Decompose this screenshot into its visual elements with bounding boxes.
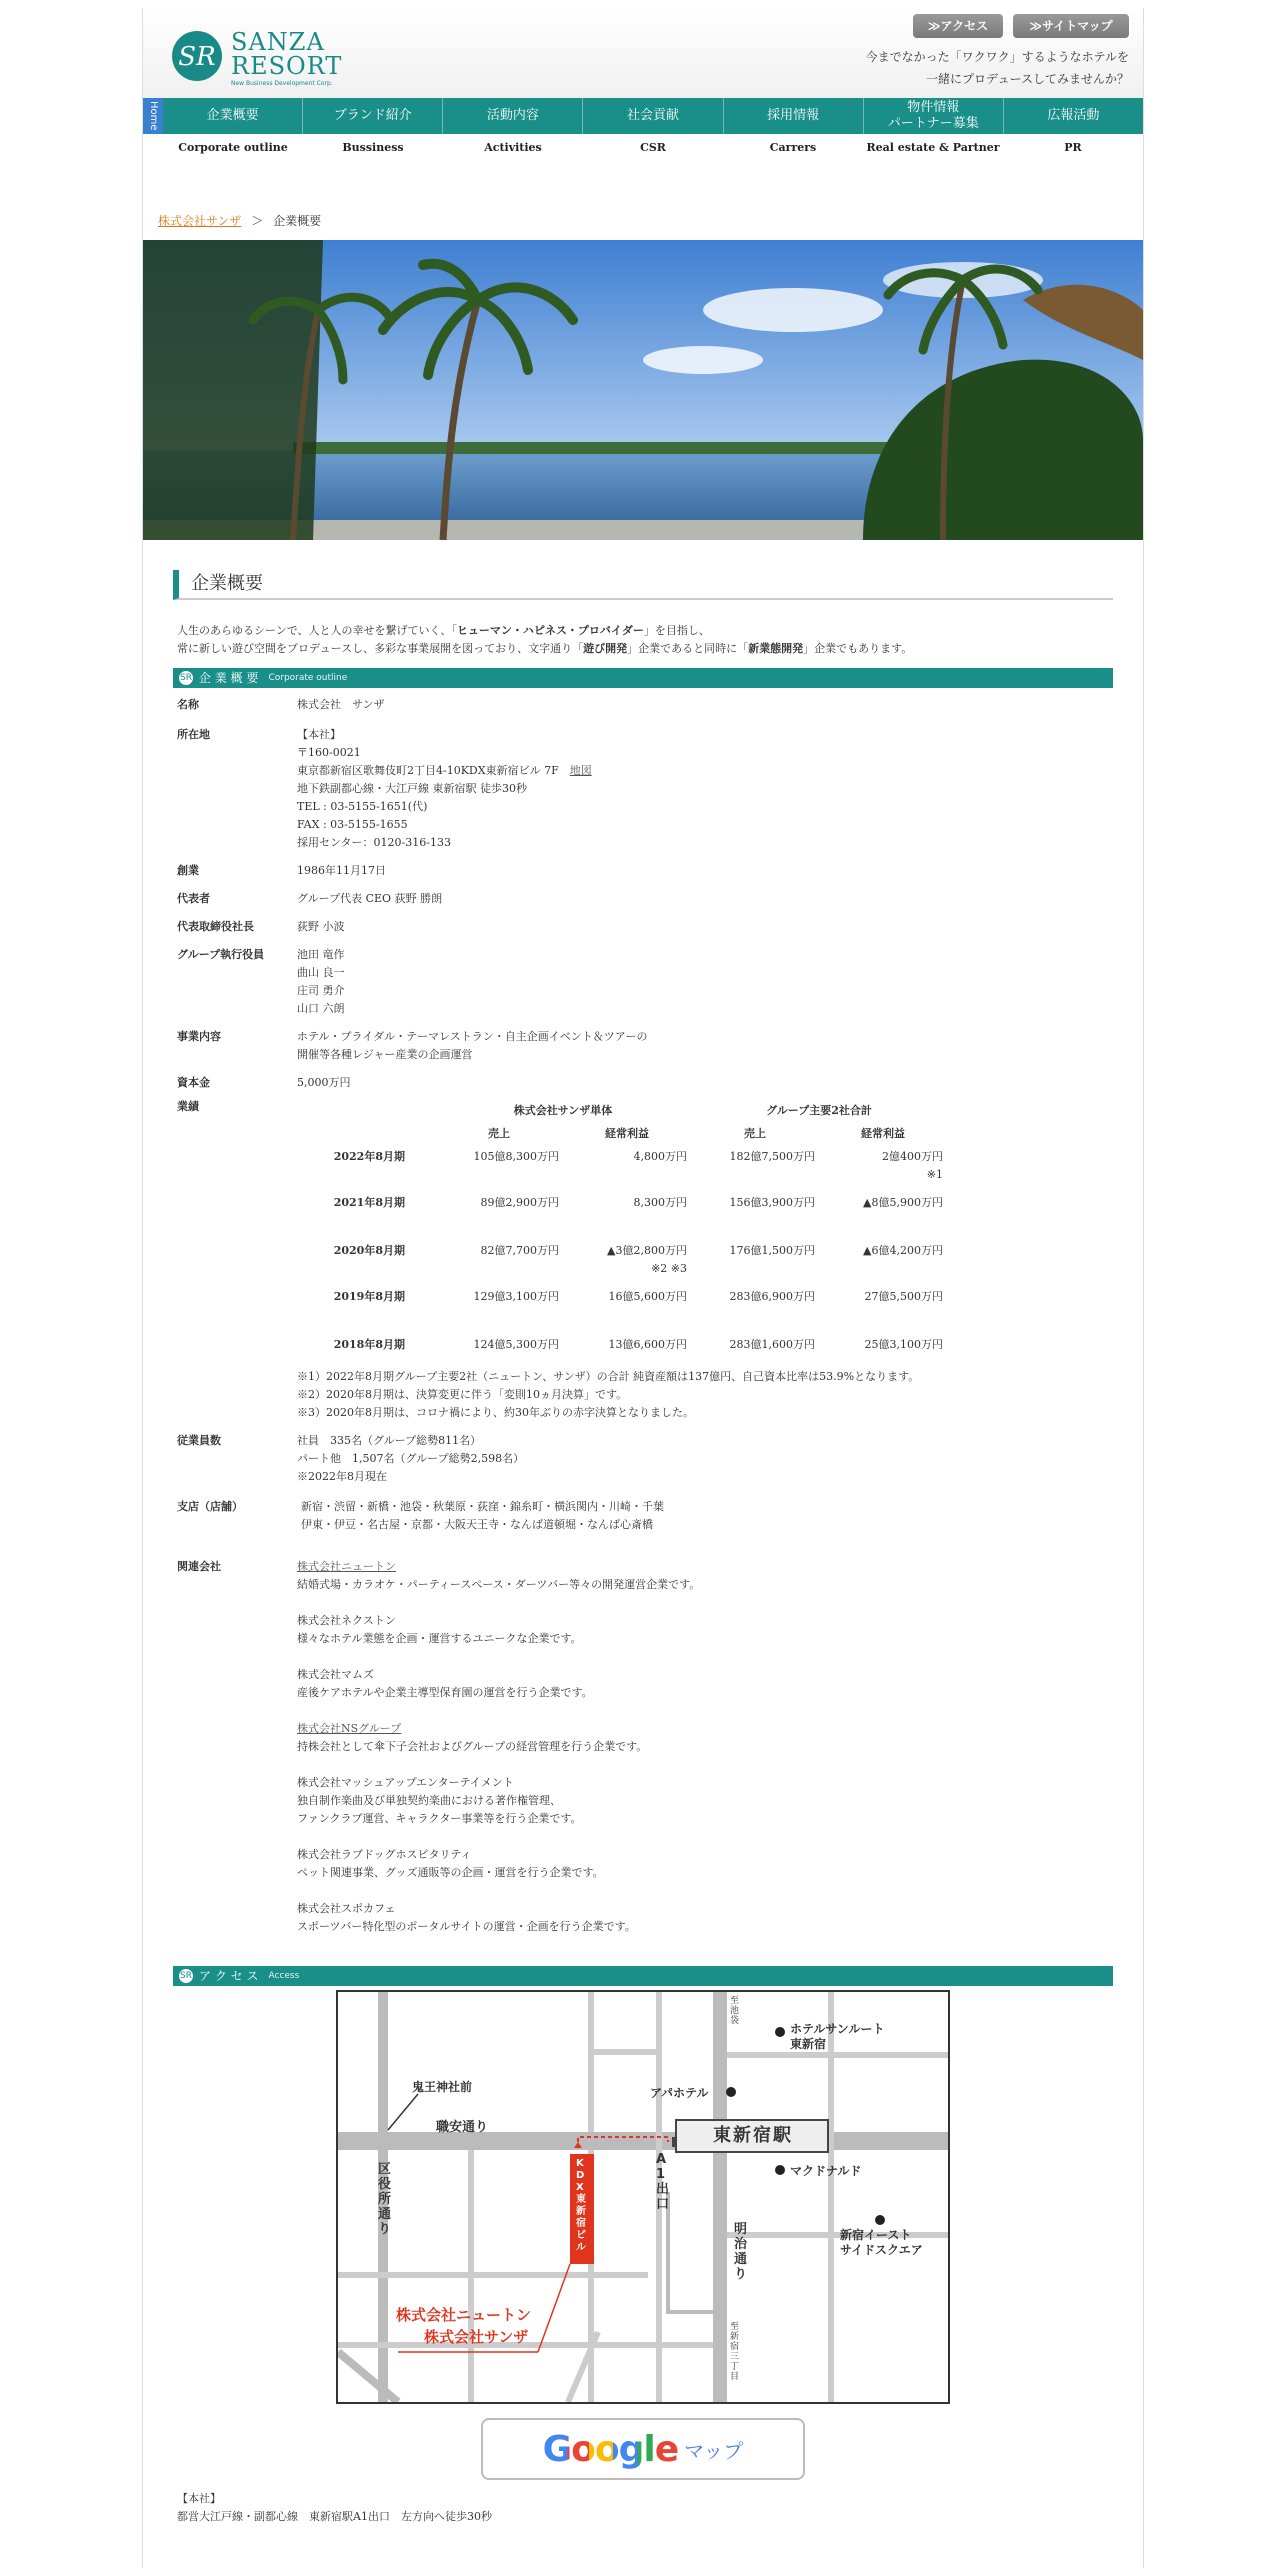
- table-cell: [317, 1212, 947, 1242]
- table-cell: [317, 1102, 435, 1120]
- nav-item-label: ブランド紹介: [333, 108, 412, 123]
- map-station-label: 東新宿駅: [713, 2125, 793, 2146]
- page: [142, 8, 1144, 2568]
- cell-note: ※1: [926, 1168, 943, 1181]
- table-cell: [317, 1120, 435, 1148]
- intro-text-part: 」を目指し、: [643, 624, 710, 637]
- cell-a-sales: 82億7,700万円: [480, 1244, 559, 1257]
- related-company: [297, 1612, 1113, 1648]
- home-tab[interactable]: Home: [143, 98, 163, 134]
- row-label: 従業員数: [177, 1434, 221, 1447]
- row-label: グループ執行役員: [177, 948, 265, 961]
- address-text: 東京都新宿区歌舞伎町2丁目4-10KDX東新宿ビル 7F: [297, 764, 559, 777]
- related-company-name: 株式会社マッシュアップエンターテイメント: [297, 1776, 514, 1789]
- access-section-bar: [173, 1966, 1113, 1986]
- performance-notes: [173, 1368, 1113, 1422]
- table-row: [317, 1194, 947, 1212]
- subnav-real-estate[interactable]: Real estate & Partner: [866, 141, 1000, 154]
- nav-item-label: 活動内容: [486, 108, 539, 123]
- performance-note: ※2）2020年8月期は、決算変更に伴う「変則10ヵ月決算」です。: [297, 1388, 628, 1401]
- spacer-row: [317, 1278, 947, 1288]
- google-map-label: マップ: [684, 2438, 744, 2463]
- row-capital: [173, 1074, 1113, 1092]
- page-title: 企業概要: [173, 570, 1113, 600]
- intro-line-1: [177, 622, 1113, 640]
- footer-heading: 【本社】: [177, 2492, 221, 2505]
- address-value: [297, 726, 1113, 852]
- map-label-company-1: 株式会社ニュートン: [396, 2306, 532, 2324]
- related-company: [297, 1900, 1113, 1936]
- spacer-row: [317, 1184, 947, 1194]
- site-header: [143, 8, 1143, 98]
- intro-emphasis: 新業態開発: [748, 642, 804, 655]
- map-label-sunroute: ホテルサンルート 東新宿: [790, 2022, 885, 2051]
- row-performance: [173, 1098, 1113, 1354]
- subnav-csr[interactable]: CSR: [640, 141, 666, 154]
- performance-value: [297, 1098, 1113, 1354]
- related-company-name: 株式会社ラブドッグホスピタリティ: [297, 1848, 472, 1861]
- related-company: [297, 1774, 1113, 1828]
- subnav-activities[interactable]: Activities: [484, 141, 542, 154]
- row-value: 株式会社 サンザ: [297, 698, 385, 711]
- period-cell: 2020年8月期: [333, 1244, 405, 1257]
- related-company-desc: 産後ケアホテルや企業主導型保育園の運営を行う企業です。: [297, 1686, 593, 1699]
- performance-note: ※1）2022年8月期グループ主要2社（ニュートン、サンザ）の合計 純資産額は137億円、自己資本比率は53.9%となります。: [297, 1370, 920, 1383]
- subnav-pr[interactable]: PR: [1064, 141, 1082, 154]
- cell-a-profit: 4,800万円: [633, 1150, 687, 1163]
- branches-value: [297, 1498, 1113, 1534]
- row-label: 支店（店舗）: [177, 1500, 243, 1513]
- breadcrumb-home-link[interactable]: 株式会社サンザ: [158, 214, 242, 228]
- row-value: 荻野 小波: [297, 920, 345, 933]
- intro-text-part: 常に新しい遊び空間をプロデュースし、多彩な事業展開を図っており、文字通り「: [177, 642, 584, 655]
- breadcrumb-separator: ＞: [251, 214, 264, 228]
- executives-value: [297, 946, 1113, 1018]
- row-label: 創業: [177, 864, 199, 877]
- address-line: 地下鉄副都心線・大江戸線 東新宿駅 徒歩30秒: [297, 782, 527, 795]
- map-to-north: 至池袋: [730, 1996, 740, 2026]
- col-profit-b: 経常利益: [861, 1127, 905, 1140]
- row-label: 名称: [177, 698, 199, 711]
- related-company-link-newton[interactable]: 株式会社ニュートン: [297, 1560, 396, 1573]
- row-staff: [173, 1432, 1113, 1486]
- table-row: [317, 1148, 947, 1166]
- row-business: [173, 1028, 1113, 1064]
- group-b-header: グループ主要2社合計: [766, 1104, 872, 1117]
- cell-b-profit: ▲6億4,200万円: [863, 1244, 943, 1257]
- cell-a-sales: 89億2,900万円: [480, 1196, 559, 1209]
- staff-line: 社員 335名（グループ総勢811名）: [297, 1434, 482, 1447]
- logo[interactable]: [171, 28, 351, 88]
- sitemap-button[interactable]: ≫サイトマップ: [1013, 14, 1129, 38]
- row-label: 業績: [177, 1100, 199, 1113]
- cell-b-sales: 176億1,500万円: [729, 1244, 815, 1257]
- related-company-name: 株式会社マムズ: [297, 1668, 374, 1681]
- table-cell: [317, 1166, 819, 1184]
- table-header-row: [317, 1102, 947, 1120]
- logo-small-icon: SR: [180, 673, 192, 683]
- staff-line: ※2022年8月現在: [297, 1470, 387, 1483]
- branches-line: 新宿・渋留・新橋・池袋・秋葉原・荻窪・錦糸町・横浜関内・川崎・千葉: [301, 1500, 664, 1513]
- row-president: [173, 918, 1113, 936]
- logo-emblem-icon: [171, 28, 227, 84]
- access-map[interactable]: [336, 1990, 950, 2404]
- staff-value: [297, 1432, 1113, 1486]
- map-label-east-side: 新宿イースト サイドスクエア: [840, 2228, 923, 2257]
- row-related: [173, 1558, 1113, 1936]
- nav-item-label: 企業概要: [206, 108, 259, 123]
- related-company-name: 株式会社スポカフェ: [297, 1902, 396, 1915]
- row-representative: [173, 890, 1113, 908]
- nav-item-csr[interactable]: [583, 98, 723, 134]
- logo-subtitle: New Business Development Corp.: [231, 80, 333, 87]
- map-street-meiji: 明治通り: [734, 2222, 748, 2282]
- map-label-building: KDX東新宿ビル: [576, 2158, 586, 2253]
- main-nav: [143, 98, 1143, 134]
- performance-note: ※3）2020年8月期は、コロナ禍により、約30年ぶりの赤字決算となりました。: [297, 1406, 694, 1419]
- row-address: [173, 726, 1113, 852]
- period-cell: 2018年8月期: [333, 1338, 405, 1351]
- col-sales-a: 売上: [488, 1127, 510, 1140]
- cell-a-profit: ▲3億2,800万円: [607, 1244, 687, 1257]
- row-value: 5,000万円: [297, 1076, 351, 1089]
- related-company-desc: ペット関連事業、グッズ通販等の企画・運営を行う企業です。: [297, 1866, 604, 1879]
- breadcrumb-current: 企業概要: [273, 214, 322, 228]
- street-meiji-road: [713, 1992, 727, 2402]
- intro-text-part: 」企業でもあります。: [803, 642, 913, 655]
- google-logo: [543, 2429, 679, 2470]
- breadcrumb: [158, 212, 321, 229]
- related-company-desc: 独自制作楽曲及び単独契約楽曲における著作権管理、: [297, 1794, 561, 1807]
- nav-item-activities[interactable]: [443, 98, 583, 134]
- group-a-header: 株式会社サンザ単体: [513, 1104, 613, 1117]
- cell-note: ※2 ※3: [651, 1262, 687, 1275]
- cell-b-profit: 2億400万円: [882, 1150, 943, 1163]
- row-name: [173, 696, 1113, 714]
- beach-palms-image: [143, 240, 1143, 540]
- cell-a-sales: 129億3,100万円: [473, 1290, 559, 1303]
- row-executives: [173, 946, 1113, 1018]
- intro-text-part: 」企業であると同時に「: [627, 642, 749, 655]
- cell-a-sales: 124億5,300万円: [473, 1338, 559, 1351]
- subnav-careers[interactable]: Carrers: [769, 141, 817, 154]
- table-cell: [317, 1260, 563, 1278]
- executive-name: 池田 竜作: [297, 948, 345, 961]
- map-street-kuyakusho: 区役所通り: [378, 2162, 392, 2237]
- svg-text:SR: SR: [178, 42, 216, 72]
- cell-b-sales: 182億7,500万円: [729, 1150, 815, 1163]
- row-founded: [173, 862, 1113, 880]
- row-label: 事業内容: [177, 1030, 221, 1043]
- table-row: [317, 1242, 947, 1260]
- row-value: 1986年11月17日: [297, 864, 386, 877]
- google-map-button[interactable]: [481, 2418, 805, 2480]
- logo-text-line-2: RESORT: [231, 52, 343, 80]
- hero-image: [143, 240, 1143, 540]
- intro-emphasis: 遊び開発: [583, 642, 628, 655]
- logo-small-icon: SR: [180, 1971, 192, 1981]
- map-street-shokuan: 職安通り: [436, 2120, 489, 2135]
- subnav-brand[interactable]: Bussiness: [342, 141, 404, 154]
- cell-b-profit: 27億5,500万円: [864, 1290, 943, 1303]
- cell-b-sales: 283億6,900万円: [729, 1290, 815, 1303]
- spacer-row: [317, 1212, 947, 1242]
- fax: FAX : 03-5155-1655: [297, 818, 408, 831]
- related-company: [297, 1720, 1113, 1756]
- nav-item-label: 社会貢献: [626, 108, 679, 123]
- cell-b-profit: ▲8億5,900万円: [863, 1196, 943, 1209]
- related-company-name: 株式会社ネクストン: [297, 1614, 396, 1627]
- access-bar-title: ア ク セ ス: [199, 1969, 259, 1983]
- cell-a-profit: 16億5,600万円: [608, 1290, 687, 1303]
- nav-item-label: 物件情報 パートナー募集: [887, 100, 979, 131]
- intro-text: [173, 622, 1113, 658]
- tagline-line-1: 今までなかった「ワクワク」するようなホテルを: [865, 50, 1129, 64]
- related-company-desc: スポーツバー特化型のポータルサイトの運営・企画を行う企業です。: [297, 1920, 636, 1933]
- cell-b-sales: 156億3,900万円: [729, 1196, 815, 1209]
- tagline: [866, 46, 1129, 90]
- executive-name: 山口 六朗: [297, 1002, 345, 1015]
- table-header-row: [317, 1120, 947, 1148]
- table-row: [317, 1288, 947, 1306]
- address-line: 【本社】: [297, 728, 341, 741]
- map-label-company-2: 株式会社サンザ: [424, 2328, 529, 2346]
- related-company-desc: ファンクラブ運営、キャラクター事業等を行う企業です。: [297, 1812, 582, 1825]
- outline-bar-title: 企 業 概 要: [199, 671, 259, 685]
- map-label-exit: A1出口: [656, 2152, 670, 2212]
- table-cell: [317, 1184, 947, 1194]
- intro-line-2: [177, 640, 1113, 658]
- col-sales-b: 売上: [744, 1127, 766, 1140]
- row-label: 所在地: [177, 728, 210, 741]
- period-cell: 2019年8月期: [333, 1290, 405, 1303]
- recruit-phone: 採用センター：0120-316-133: [297, 836, 451, 849]
- cell-a-profit: 13億6,600万円: [608, 1338, 687, 1351]
- row-label: 代表取締役社長: [177, 920, 254, 933]
- address-line: [297, 762, 1113, 780]
- related-company: [297, 1846, 1113, 1882]
- nav-item-label: 採用情報: [767, 108, 820, 123]
- business-line: ホテル・ブライダル・テーマレストラン・自主企画イベント＆ツアーの: [297, 1030, 648, 1043]
- period-cell: 2021年8月期: [333, 1196, 405, 1209]
- business-line: 開催等各種レジャー産業の企画運営: [297, 1048, 473, 1061]
- sub-nav: [143, 134, 1143, 162]
- business-value: [297, 1028, 1113, 1064]
- subnav-corporate[interactable]: Corporate outline: [178, 141, 288, 154]
- cell-a-sales: 105億8,300万円: [473, 1150, 559, 1163]
- nav-item-corporate[interactable]: [163, 98, 303, 134]
- nav-item-pr[interactable]: [1004, 98, 1143, 134]
- main-content: [173, 570, 1113, 2526]
- row-label: 代表者: [177, 892, 210, 905]
- access-footer: [173, 2490, 1113, 2526]
- branches-line: 伊東・伊豆・名古屋・京都・大阪天王寺・なんば道頓堀・なんば心斎橋: [301, 1518, 653, 1531]
- related-company-desc: 様々なホテル業態を企画・運営するユニークな企業です。: [297, 1632, 582, 1645]
- nav-item-brand[interactable]: [303, 98, 443, 134]
- period-cell: 2022年8月期: [333, 1150, 405, 1163]
- phone: TEL : 03-5155-1651(代): [297, 800, 428, 813]
- access-button[interactable]: ≫アクセス: [913, 14, 1003, 38]
- intro-text-part: 人生のあらゆるシーンで、人と人の幸せを繋げていく、「: [177, 624, 457, 637]
- nav-item-label: 広報活動: [1047, 108, 1100, 123]
- related-company-desc: 結婚式場・カラオケ・パーティースペース・ダーツバー等々の開発運営企業です。: [297, 1578, 701, 1591]
- nav-item-careers[interactable]: [724, 98, 864, 134]
- map-link[interactable]: 地図: [569, 764, 592, 777]
- related-company: [297, 1558, 1113, 1594]
- related-company-link-ns[interactable]: 株式会社NSグループ: [297, 1722, 402, 1735]
- street-shokuan-road: [338, 2132, 948, 2150]
- executive-name: 曲山 良一: [297, 966, 345, 979]
- map-label-kiou: 鬼王神社前: [412, 2080, 473, 2094]
- logo-text: [231, 30, 342, 78]
- map-label-mcd: マクドナルド: [790, 2164, 862, 2178]
- cell-a-profit: 8,300万円: [633, 1196, 687, 1209]
- table-cell: [691, 1260, 947, 1278]
- google-text: Google: [542, 2428, 679, 2470]
- logo-text-line-1: SANZA: [231, 28, 325, 56]
- table-cell: [317, 1278, 947, 1288]
- col-profit-a: 経常利益: [605, 1127, 649, 1140]
- related-value: [297, 1558, 1113, 1936]
- related-company: [297, 1666, 1113, 1702]
- related-company-desc: 持株会社として傘下子会社およびグループの経営管理を行う企業です。: [297, 1740, 648, 1753]
- table-note-row: [317, 1260, 947, 1278]
- executive-name: 庄司 勇介: [297, 984, 345, 997]
- outline-section-bar: [173, 668, 1113, 688]
- intro-emphasis: ヒューマン・ハピネス・プロバイダー: [456, 624, 644, 637]
- tagline-line-2: 一緒にプロデュースしてみませんか？: [925, 72, 1129, 86]
- spacer-row: [317, 1306, 947, 1336]
- access-bar-subtitle: Access: [268, 1971, 300, 1981]
- staff-line: パート他 1,507名（グループ総勢2,598名）: [297, 1452, 525, 1465]
- cell-b-profit: 25億3,100万円: [864, 1338, 943, 1351]
- row-value: グループ代表 CEO 荻野 勝朗: [297, 892, 443, 905]
- performance-table: [317, 1102, 947, 1354]
- outline-bar-subtitle: Corporate outline: [268, 673, 348, 683]
- map-to-south: 至新宿三丁目: [730, 2322, 740, 2382]
- nav-item-real-estate[interactable]: [864, 98, 1004, 134]
- row-branches: [173, 1498, 1113, 1534]
- map-label-apa: アパホテル: [650, 2086, 709, 2100]
- footer-line: 都営大江戸線・副都心線 東新宿駅A1出口 左方向へ徒歩30秒: [177, 2510, 492, 2523]
- address-line: 〒160-0021: [297, 746, 361, 759]
- row-label: 資本金: [177, 1076, 210, 1089]
- cell-b-sales: 283億1,600万円: [729, 1338, 815, 1351]
- table-note-row: [317, 1166, 947, 1184]
- table-row: [317, 1336, 947, 1354]
- table-cell: [317, 1306, 947, 1336]
- row-label: 関連会社: [177, 1560, 221, 1573]
